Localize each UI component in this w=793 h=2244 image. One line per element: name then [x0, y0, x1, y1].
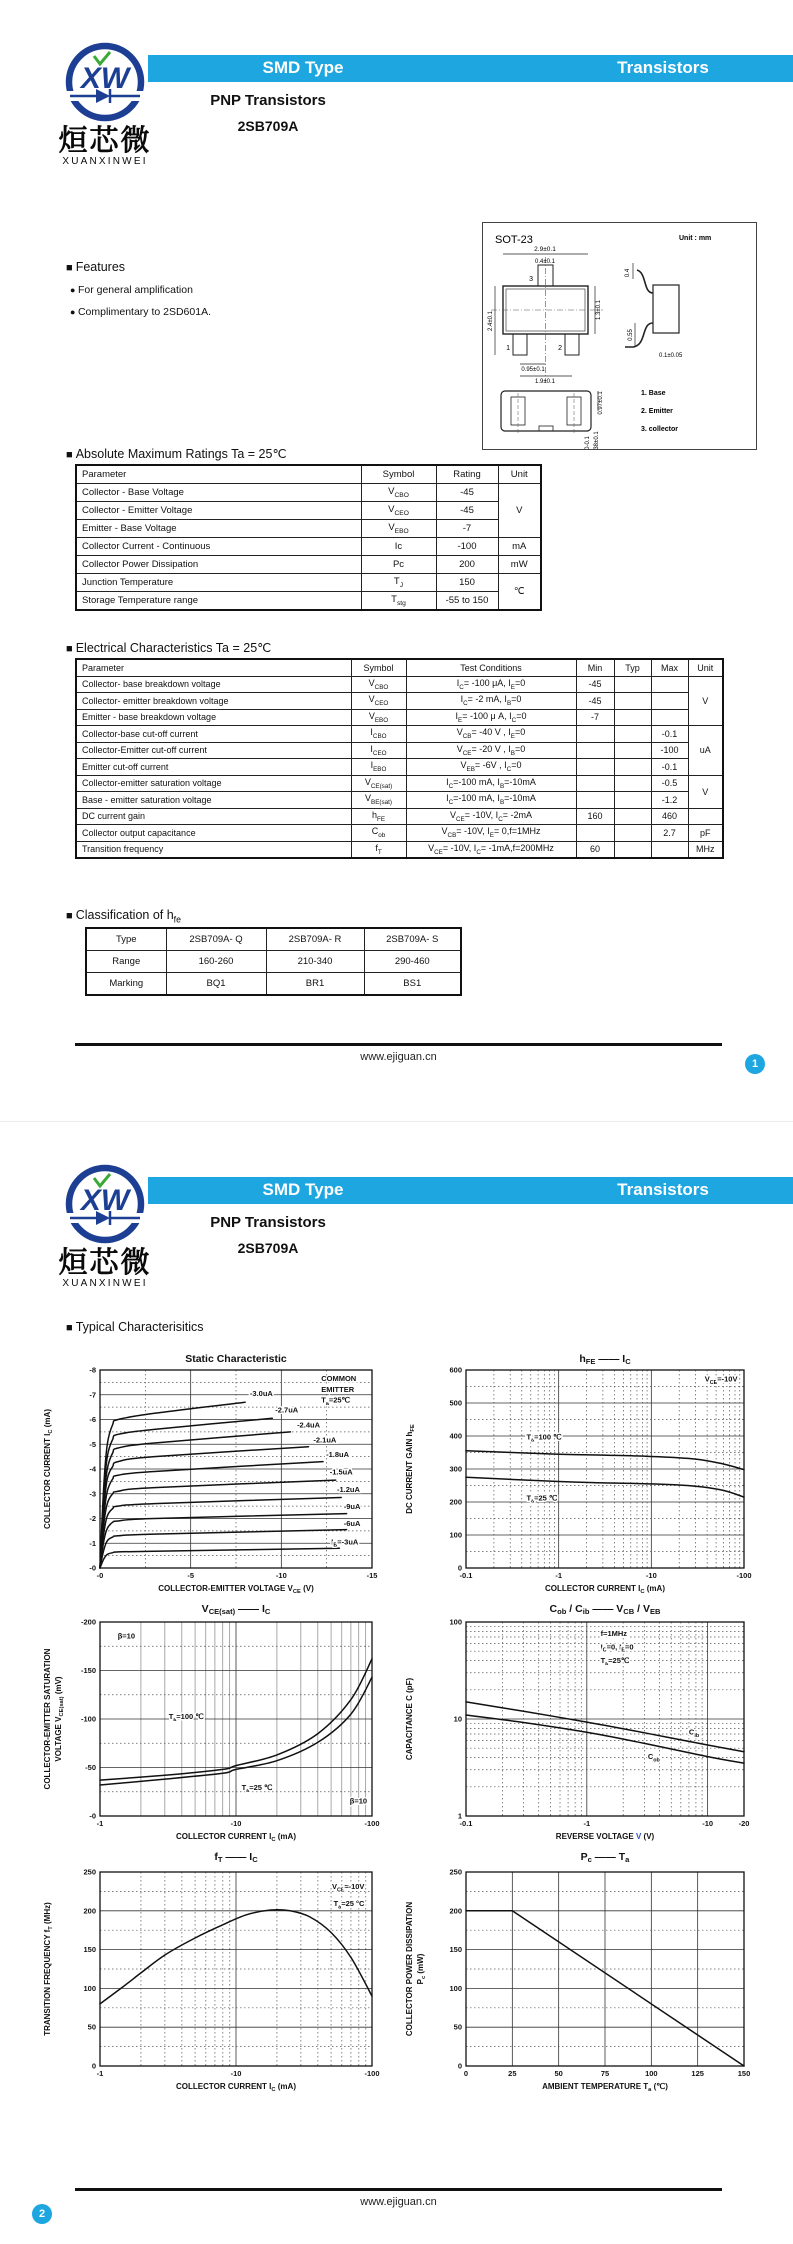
- svg-text:-1: -1: [583, 1819, 591, 1828]
- page-number-badge: 1: [745, 1054, 765, 1074]
- svg-text:50: 50: [554, 2069, 563, 2078]
- svg-text:Ta=25 ℃: $T_a=25$ ℃: [526, 1493, 558, 1505]
- svg-text:150: 150: [83, 1945, 96, 1955]
- svg-text:-6uA: -6uA: [343, 1518, 361, 1528]
- svg-text:250: 250: [83, 1867, 96, 1877]
- svg-text:150: 150: [737, 2069, 751, 2078]
- svg-text:-100: -100: [736, 1571, 752, 1580]
- svg-text:-10: -10: [230, 1819, 242, 1828]
- svg-text:-100: -100: [80, 1714, 96, 1724]
- svg-text:Unit : mm: Unit : mm: [679, 235, 712, 242]
- svg-text:-1.8uA: -1.8uA: [326, 1450, 350, 1460]
- feature-item: ● Complimentary to 2SD601A.: [70, 306, 211, 318]
- svg-text:-4: -4: [89, 1464, 96, 1474]
- svg-text:-6: -6: [89, 1415, 96, 1424]
- svg-text:β=10: β=10: [117, 1631, 136, 1641]
- part-number: 2SB709A: [237, 1240, 299, 1256]
- brand-logo-icon: [50, 1160, 160, 1252]
- svg-text:3: 3: [529, 276, 533, 283]
- svg-text:500: 500: [449, 1398, 462, 1408]
- svg-text:25: 25: [508, 2069, 517, 2078]
- svg-text:0: 0: [457, 1563, 462, 1573]
- svg-text:0: 0: [457, 2061, 462, 2071]
- svg-text:VCE(sat) —— IC: $V_{CE(sat)}$ —— $I_C$: [201, 1603, 271, 1617]
- svg-text:0.55: 0.55: [628, 329, 634, 341]
- package-drawing-sot23-icon: [483, 223, 756, 449]
- footer-rule: [75, 2188, 722, 2191]
- svg-text:COLLECTOR-EMITTER VOLTAGE VC: COLLECTOR-EMITTER VOLTAGE $V_{CE}$ (V): [158, 1584, 314, 1596]
- svg-text:100: 100: [449, 1617, 462, 1627]
- svg-text:-0: -0: [89, 1563, 96, 1573]
- svg-text:REVERSE VOLTAGE V (V): REVERSE VOLTAGE V (V): [555, 1832, 655, 1841]
- svg-text:2: 2: [558, 345, 562, 352]
- header-banner: [148, 1177, 793, 1204]
- brand-logo-icon: [50, 38, 160, 130]
- svg-text:Ta=25℃: $T_a=25℃$: [321, 1395, 350, 1407]
- svg-text:100: 100: [645, 2069, 658, 2078]
- banner-smd-type: SMD Type: [262, 1180, 344, 1199]
- svg-text:0.4: 0.4: [625, 268, 631, 278]
- svg-text:-9uA: -9uA: [343, 1502, 361, 1512]
- features-heading: ■ Features: [66, 260, 125, 274]
- svg-text:-15: -15: [366, 1571, 378, 1580]
- svg-text:TRANSITION FREQUENCY fT (M: TRANSITION FREQUENCY $f_T$ (MHz): [43, 1902, 55, 2036]
- svg-text:COLLECTOR-EMITTER SATURATION: COLLECTOR-EMITTER SATURATION: [43, 1648, 52, 1790]
- abs-max-table: Parameter Symbol Rating Unit Collector - Base Voltage $V_{CBO}$ -45 V Collector - Emitter Voltage $V_{CEO}$ -45 Emitter - Base Voltage $V_{EBO}$ -7 Collector Current - Continuous Ic -100 mA Collector Power Dissipation Pc 200 mW Junction Temperature $T_J$ 150 ℃ Storage Temperature range $T_{stg}$ -55 to 150: [75, 464, 540, 611]
- svg-text:0.4±0.1: 0.4±0.1: [535, 259, 555, 265]
- svg-text:0.97±0.1: 0.97±0.1: [598, 391, 604, 415]
- svg-text:Cib: $C_{ib}$: [688, 1727, 700, 1739]
- doc-type-title: PNP Transistors: [210, 92, 326, 109]
- chart-static-characteristic: [40, 1350, 390, 1600]
- chart-hfe-vs-ic: [402, 1350, 758, 1600]
- svg-text:f=1MHz: f=1MHz: [600, 1628, 628, 1638]
- typical-characteristics-heading: ■ Typical Characterisitics: [66, 1320, 204, 1334]
- svg-text:0.38±0.1: 0.38±0.1: [594, 431, 600, 449]
- svg-text:400: 400: [449, 1431, 462, 1441]
- svg-text:100: 100: [449, 1530, 462, 1540]
- package-drawing-box: [482, 222, 757, 450]
- svg-text:-2.7uA: -2.7uA: [275, 1405, 299, 1415]
- svg-text:200: 200: [449, 1497, 462, 1507]
- svg-text:-1: -1: [96, 2069, 104, 2078]
- abs-max-heading: ■ Absolute Maximum Ratings Ta = 25℃: [66, 446, 286, 461]
- svg-text:-10: -10: [275, 1571, 287, 1580]
- svg-text:Ta=25 ℃: $T_a=25$ ℃: [241, 1782, 273, 1795]
- page-number-badge: 2: [32, 2204, 52, 2224]
- svg-text:-7: -7: [89, 1390, 96, 1400]
- svg-text:125: 125: [691, 2069, 704, 2078]
- page-divider: [0, 1121, 793, 1122]
- svg-text:0: 0: [91, 2061, 96, 2071]
- footer-rule: [75, 1043, 722, 1046]
- svg-text:fT —— IC: $f_T$ —— $I_C$: [214, 1851, 258, 1865]
- svg-text:2.9±0.1: 2.9±0.1: [534, 246, 556, 253]
- svg-text:200: 200: [449, 1906, 462, 1916]
- svg-text:-1: -1: [555, 1571, 563, 1580]
- banner-transistors: Transistors: [617, 1180, 709, 1199]
- chart-capacitance-vs-reverse-voltage: [402, 1600, 758, 1848]
- banner-transistors: Transistors: [617, 58, 709, 77]
- svg-text:600: 600: [449, 1365, 462, 1375]
- svg-text:β=10: β=10: [349, 1796, 368, 1806]
- svg-text:Ta=25 °C: $T_a=25$ °C: [333, 1899, 365, 1911]
- svg-text:200: 200: [83, 1906, 96, 1916]
- svg-text:COLLECTOR CURRENT IC (mA): COLLECTOR CURRENT $I_C$ (mA): [544, 1584, 666, 1596]
- svg-text:Pc —— Ta: $P_c$ —— $T_a$: [580, 1851, 630, 1865]
- hfe-classification-table: Type 2SB709A- Q 2SB709A- R 2SB709A- S Range 160-260 210-340 290-460 Marking BQ1 BR1 BS1: [85, 927, 460, 996]
- brand-name-chinese: 烜芯微: [58, 125, 152, 157]
- svg-text:0: 0: [463, 2069, 469, 2078]
- chart-ft-vs-ic: [40, 1848, 390, 2098]
- svg-text:300: 300: [449, 1464, 462, 1474]
- elec-char-heading: ■ Electrical Characteristics Ta = 25℃: [66, 640, 271, 655]
- svg-text:AMBIENT TEMPERATURE Ta (℃): AMBIENT TEMPERATURE $T_a$ (℃): [542, 2082, 668, 2094]
- svg-text:50: 50: [453, 2022, 462, 2032]
- svg-text:100: 100: [83, 1983, 96, 1993]
- svg-text:Ta=100 ℃: $T_a=100$ ℃: [526, 1432, 562, 1444]
- svg-text:-200: -200: [80, 1617, 96, 1627]
- svg-text:hFE —— IC: $h_{FE}$ —— $I_C$: [579, 1353, 631, 1367]
- svg-text:-2.4uA: -2.4uA: [297, 1420, 320, 1430]
- svg-text:Cob / Cib —— VCB / VEB: $C_{ob} / C_{ib}$ —— $V_{CB} / V_{EB}$: [549, 1603, 661, 1617]
- brand-name-latin: XUANXINWEI: [62, 1278, 148, 1289]
- doc-type-title: PNP Transistors: [210, 1214, 326, 1231]
- svg-text:VCE=-10V: $V_{CE}=-10V$: [704, 1374, 738, 1386]
- brand-name-chinese: 烜芯微: [58, 1247, 152, 1279]
- svg-text:1: 1: [457, 1811, 462, 1821]
- svg-text:COMMON: COMMON: [321, 1374, 357, 1384]
- electrical-characteristics-table: Parameter Symbol Test Conditions Min Typ Max Unit Collector- base breakdown voltage $V_{CBO}$ $I_C= -100$ μA, $I_E=0$ -45 V Collector- emitter breakdown voltage $V_{CEO}$ $I_C= -2$ mA, $I_B=0$ -45 Emitter - base breakdown voltage $V_{EBO}$ $I_E= -100$ μ A, $I_C=0$ -7 Collector-base cut-off current $I_{CBO}$ $V_{CB}= -40$ V , $I_E=0$ -0.1 uA Collector-Emitter cut-off current $I_{CEO}$ $V_{CE}= -20$ V , $I_B=0$ -100 Emitter cut-off current $I_{EBO}$ $V_{EB}= -6V$ , $I_C=0$ -0.1 Collector-emitter saturation voltage $V_{CE(sat)}$ $I_C=-100$ mA, $I_B=-10mA$ -0.5 V Base - emitter saturation voltage $V_{BE(sat)}$ $I_C=-100$ mA, $I_B=-10mA$ -1.2 DC current gain $h_{FE}$ $V_{CE}= -10V$, $I_C= -2mA$ 160 460 Collector output capacitance $C_{ob}$ $V_{CB}= -10V$, $I_E= 0,f=1MHz$ 2.7 pF Transition frequency $f_T$ $V_{CE}= -10V$, $I_C= -1mA,f=200MHz$ 60 MHz: [75, 658, 722, 859]
- svg-text:COLLECTOR CURRENT IC (mA): COLLECTOR CURRENT $I_C$ (mA): [175, 2082, 297, 2094]
- svg-text:COLLECTOR POWER DISSIPATION: COLLECTOR POWER DISSIPATION: [405, 1901, 414, 2037]
- svg-text:2. Emitter: 2. Emitter: [641, 408, 673, 415]
- svg-text:-1.5uA: -1.5uA: [329, 1467, 353, 1477]
- svg-text:1. Base: 1. Base: [641, 390, 666, 397]
- svg-text:-50: -50: [85, 1763, 96, 1772]
- svg-text:1: 1: [506, 345, 510, 352]
- svg-text:-10: -10: [702, 1819, 714, 1828]
- part-number: 2SB709A: [237, 118, 299, 134]
- banner-smd-type: SMD Type: [262, 58, 344, 77]
- svg-text:-20: -20: [738, 1819, 750, 1828]
- feature-item: ● For general amplification: [70, 284, 193, 296]
- svg-text:-1: -1: [89, 1538, 96, 1548]
- svg-text:-3: -3: [89, 1489, 96, 1499]
- svg-text:COLLECTOR CURRENT IC (mA): COLLECTOR CURRENT $I_C$ (mA): [43, 1408, 55, 1530]
- svg-text:-1.2uA: -1.2uA: [336, 1484, 360, 1494]
- chart-vce-sat-vs-ic: [40, 1600, 390, 1848]
- svg-text:Pc (mW): $P_c$ (mW): [416, 1953, 428, 1985]
- svg-text:EMITTER: EMITTER: [321, 1384, 355, 1394]
- svg-text:50: 50: [87, 2022, 96, 2032]
- svg-text:0-0.1: 0-0.1: [585, 436, 591, 449]
- svg-text:0.95±0.1: 0.95±0.1: [521, 367, 545, 373]
- svg-text:Cob: $C_{ob}$: [647, 1752, 660, 1764]
- svg-text:-3.0uA: -3.0uA: [249, 1388, 273, 1398]
- svg-text:VCE≈-10V: $V_{CE}\approx-10V$: [331, 1882, 365, 1894]
- svg-text:-0.1: -0.1: [459, 1819, 473, 1828]
- svg-text:-1: -1: [96, 1819, 104, 1828]
- svg-text:0.1±0.05: 0.1±0.05: [659, 353, 683, 359]
- svg-text:XW: XW: [80, 1184, 130, 1217]
- svg-text:-2: -2: [89, 1514, 96, 1523]
- svg-text:10: 10: [453, 1714, 462, 1724]
- svg-text:2.4±0.1: 2.4±0.1: [488, 311, 494, 331]
- svg-text:-100: -100: [364, 1819, 380, 1828]
- footer-url: www.ejiguan.cn: [360, 2196, 437, 2208]
- svg-text:COLLECTOR CURRENT IC (mA): COLLECTOR CURRENT $I_C$ (mA): [175, 1832, 297, 1844]
- svg-text:Ta=25℃: $T_a=25℃$: [600, 1655, 630, 1667]
- svg-text:3. collector: 3. collector: [641, 426, 678, 433]
- svg-text:-0: -0: [96, 1571, 104, 1580]
- classification-heading: ■ Classification of $h_{fe}$: [66, 908, 181, 925]
- svg-text:-5: -5: [89, 1439, 96, 1449]
- svg-text:-10: -10: [645, 1571, 657, 1580]
- svg-text:75: 75: [600, 2069, 610, 2078]
- svg-text:1.3±0.1: 1.3±0.1: [596, 300, 602, 320]
- svg-text:Ta=100 ℃: $T_a=100$ ℃: [168, 1712, 204, 1724]
- svg-text:-100: -100: [364, 2069, 380, 2078]
- svg-text:CAPACITANCE C (pF): CAPACITANCE C (pF): [405, 1677, 414, 1761]
- svg-text:1.9±0.1: 1.9±0.1: [535, 379, 555, 385]
- svg-text:VOLTAGE VCE(sat) (mV): VOLTAGE $V_{CE(sat)}$ (mV): [54, 1676, 66, 1762]
- svg-text:DC CURRENT GAIN hFE: DC CURRENT GAIN $h_{FE}$: [405, 1424, 417, 1514]
- svg-text:IB=-3uA: $I_B=-3uA$: [331, 1537, 359, 1549]
- svg-text:-2.1uA: -2.1uA: [313, 1435, 337, 1445]
- svg-text:Static Characteristic: Static Characteristic: [185, 1353, 287, 1365]
- brand-name-latin: XUANXINWEI: [62, 156, 148, 167]
- chart-pc-vs-ambient-temperature: [402, 1848, 758, 2098]
- header-banner: [148, 55, 793, 82]
- svg-text:IC=0, IE=0: $I_C=0$, $I_E=0$: [600, 1642, 634, 1654]
- svg-text:-150: -150: [80, 1666, 96, 1675]
- svg-text:100: 100: [449, 1983, 462, 1993]
- svg-text:SOT-23: SOT-23: [495, 234, 533, 246]
- svg-text:-8: -8: [89, 1365, 96, 1375]
- svg-text:-0.1: -0.1: [459, 1571, 473, 1580]
- svg-text:XW: XW: [80, 62, 130, 95]
- svg-text:-10: -10: [230, 2069, 242, 2078]
- svg-text:150: 150: [449, 1945, 462, 1955]
- svg-text:-0: -0: [89, 1811, 96, 1821]
- svg-text:250: 250: [449, 1867, 462, 1877]
- footer-url: www.ejiguan.cn: [360, 1051, 437, 1063]
- svg-text:-5: -5: [187, 1571, 195, 1580]
